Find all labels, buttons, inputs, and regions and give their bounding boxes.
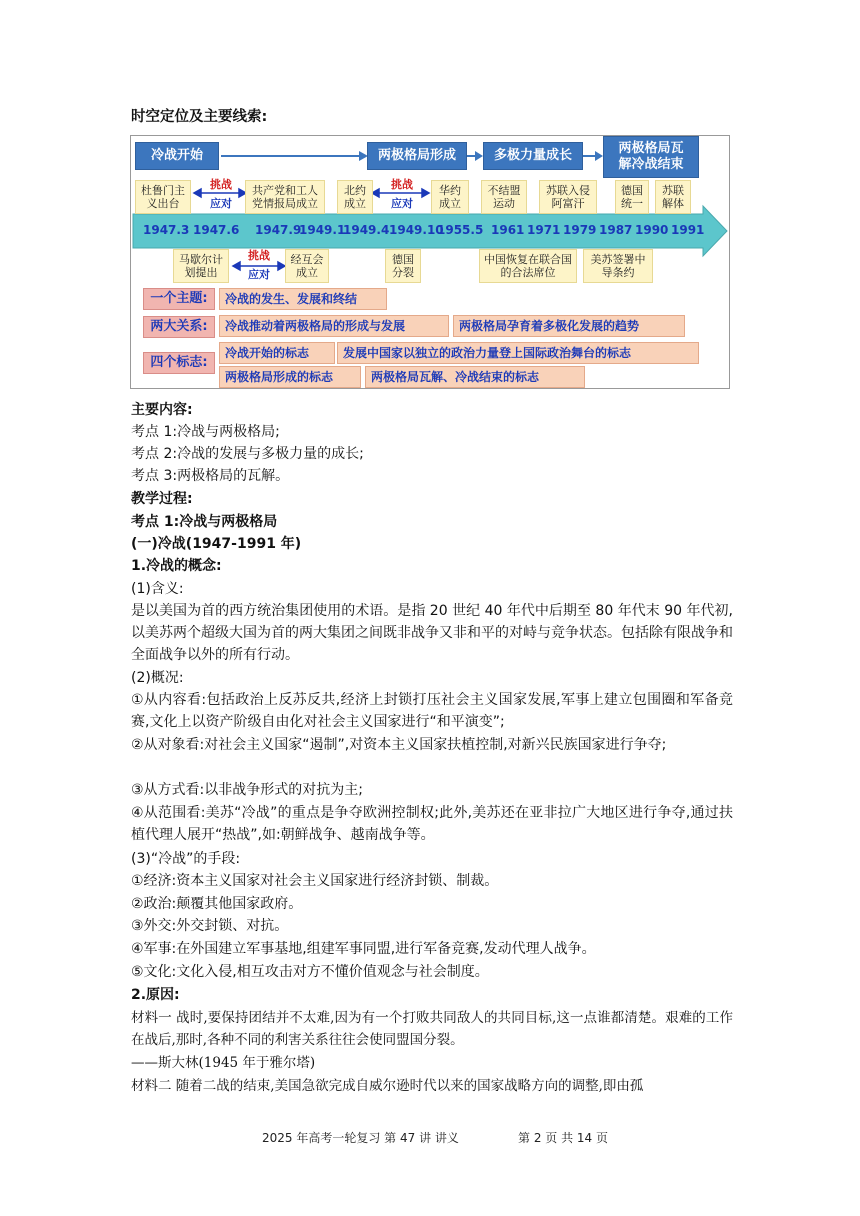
- event-inf-treaty: 美苏签署中导条约: [583, 249, 653, 283]
- event-german-division: 德国分裂: [385, 249, 421, 283]
- theme-four-4: 两极格局瓦解、冷战结束的标志: [365, 366, 585, 388]
- year-1947-3: 1947.3: [143, 223, 190, 237]
- event-afghanistan: 苏联入侵阿富汗: [539, 180, 597, 214]
- meaning-paragraph: 是以美国为首的西方统治集团使用的术语。是指 20 世纪 40 年代中后期至 80 年代末 90 年代初,以美苏两个超级大国为首的两大集团之间既非战争又非和平的对峙与竞争状态。包括除有限战争和全面战争以外的所有行动。: [131, 603, 733, 663]
- footer-page-number: 第 2 页 共 14 页: [518, 1131, 608, 1145]
- challenge-bottom: 应对: [210, 197, 232, 211]
- label-four-signs: 四个标志:: [143, 352, 215, 374]
- challenge-label-1: [203, 179, 239, 210]
- challenge-bottom: 应对: [248, 268, 270, 282]
- challenge-top: 挑战: [391, 178, 413, 191]
- challenge-bottom: 应对: [391, 197, 413, 211]
- subsection-cold-war: (一)冷战(1947-1991 年): [131, 536, 302, 552]
- theme-four-3: 两极格局形成的标志: [219, 366, 361, 388]
- main-content-item-1: 考点 1:冷战与两极格局;: [131, 424, 280, 440]
- event-cominform: 共产党和工人党情报局成立: [245, 180, 325, 214]
- year-1971: 1971: [527, 223, 561, 237]
- cold-war-timeline-diagram: [130, 135, 730, 389]
- means-item-5: ⑤文化:文化入侵,相互攻击对方不懂价值观念与社会制度。: [131, 964, 489, 980]
- material-2: 材料二 随着二战的结束,美国急欲完成自威尔逊时代以来的国家战略方向的调整,即由孤: [131, 1078, 644, 1094]
- year-1949-4: 1949.4: [343, 223, 390, 237]
- material-1: 材料一 战时,要保持团结并不太难,因为有一个打败共同敌人的共同目标,这一点谁都清楚。艰难的工作在战后,那时,各种不同的利害关系往往会使同盟国分裂。: [131, 1010, 733, 1048]
- event-comecon: 经互会成立: [285, 249, 329, 283]
- event-china-un-seat: 中国恢复在联合国的合法席位: [479, 249, 577, 283]
- theme-four-2: 发展中国家以独立的政治力量登上国际政治舞台的标志: [337, 342, 699, 364]
- event-nato: 北约成立: [337, 180, 373, 214]
- year-1991: 1991: [671, 223, 705, 237]
- event-truman-doctrine: 杜鲁门主义出台: [135, 180, 191, 214]
- theme-one-1: 冷战的发生、发展和终结: [219, 288, 387, 310]
- challenge-top: 挑战: [248, 249, 270, 262]
- main-content-heading: 主要内容:: [131, 402, 193, 418]
- year-1949-10: 1949.10: [389, 223, 444, 237]
- overview-item-1: ①从内容看:包括政治上反苏反共,经济上封锁打压社会主义国家发展,军事上建立包围圈和军备竞赛,文化上以资产阶级自由化对社会主义国家进行“和平演变”;: [131, 692, 733, 730]
- overview-heading: (2)概况:: [131, 670, 184, 686]
- footer-course-title: 2025 年高考一轮复习 第 47 讲 讲义: [262, 1131, 459, 1145]
- year-1990: 1990: [635, 223, 669, 237]
- head-cold-war-start: 冷战开始: [135, 142, 219, 170]
- means-item-4: ④军事:在外国建立军事基地,组建军事同盟,进行军备竞赛,发动代理人战争。: [131, 941, 596, 957]
- year-1955-5: 1955.5: [437, 223, 484, 237]
- event-warsaw-pact: 华约成立: [431, 180, 469, 214]
- year-1961: 1961: [491, 223, 525, 237]
- overview-item-3: ③从方式看:以非战争形式的对抗为主;: [131, 782, 363, 798]
- head-cold-war-end: 两极格局瓦解冷战结束: [603, 136, 699, 178]
- means-item-1: ①经济:资本主义国家对社会主义国家进行经济封锁、制裁。: [131, 873, 499, 889]
- concept-heading: 1.冷战的概念:: [131, 558, 222, 574]
- cause-heading: 2.原因:: [131, 987, 180, 1003]
- label-one-theme: 一个主题:: [143, 288, 215, 310]
- event-german-unification: 德国统一: [615, 180, 649, 214]
- year-1947-6: 1947.6: [193, 223, 240, 237]
- event-non-aligned: 不结盟运动: [481, 180, 527, 214]
- overview-item-4: ④从范围看:美苏“冷战”的重点是争夺欧洲控制权;此外,美苏还在亚非拉广大地区进行争夺,通过扶植代理人展开“热战”,如:朝鲜战争、越南战争等。: [131, 805, 733, 843]
- year-1987: 1987: [599, 223, 633, 237]
- main-content-item-2: 考点 2:冷战的发展与多极力量的成长;: [131, 446, 364, 462]
- challenge-top: 挑战: [210, 178, 232, 191]
- section-title: 时空定位及主要线索:: [131, 109, 268, 125]
- theme-four-1: 冷战开始的标志: [219, 342, 335, 364]
- year-1947-9: 1947.9: [255, 223, 302, 237]
- head-bipolar-formed: 两极格局形成: [367, 142, 467, 170]
- means-heading: (3)“冷战”的手段:: [131, 851, 241, 867]
- overview-item-2: ②从对象看:对社会主义国家“遏制”,对资本主义国家扶植控制,对新兴民族国家进行争夺;: [131, 737, 667, 753]
- label-two-relations: 两大关系:: [143, 316, 215, 338]
- event-ussr-dissolution: 苏联解体: [655, 180, 691, 214]
- year-1949-1: 1949.1: [299, 223, 346, 237]
- challenge-label-3: [241, 250, 277, 281]
- main-content-item-3: 考点 3:两极格局的瓦解。: [131, 468, 290, 484]
- year-1979: 1979: [563, 223, 597, 237]
- teaching-heading: 教学过程:: [131, 491, 193, 507]
- challenge-label-2: [383, 179, 421, 210]
- means-item-2: ②政治:颠覆其他国家政府。: [131, 896, 303, 912]
- head-multipolar: 多极力量成长: [483, 142, 583, 170]
- topic-1-heading: 考点 1:冷战与两极格局: [131, 514, 278, 530]
- meaning-heading: (1)含义:: [131, 581, 184, 597]
- means-item-3: ③外交:外交封锁、对抗。: [131, 918, 289, 934]
- theme-two-2: 两极格局孕育着多极化发展的趋势: [453, 315, 685, 337]
- theme-two-1: 冷战推动着两极格局的形成与发展: [219, 315, 449, 337]
- event-marshall-plan: 马歇尔计划提出: [173, 249, 229, 283]
- material-1-source: ——斯大林(1945 年于雅尔塔): [131, 1055, 316, 1071]
